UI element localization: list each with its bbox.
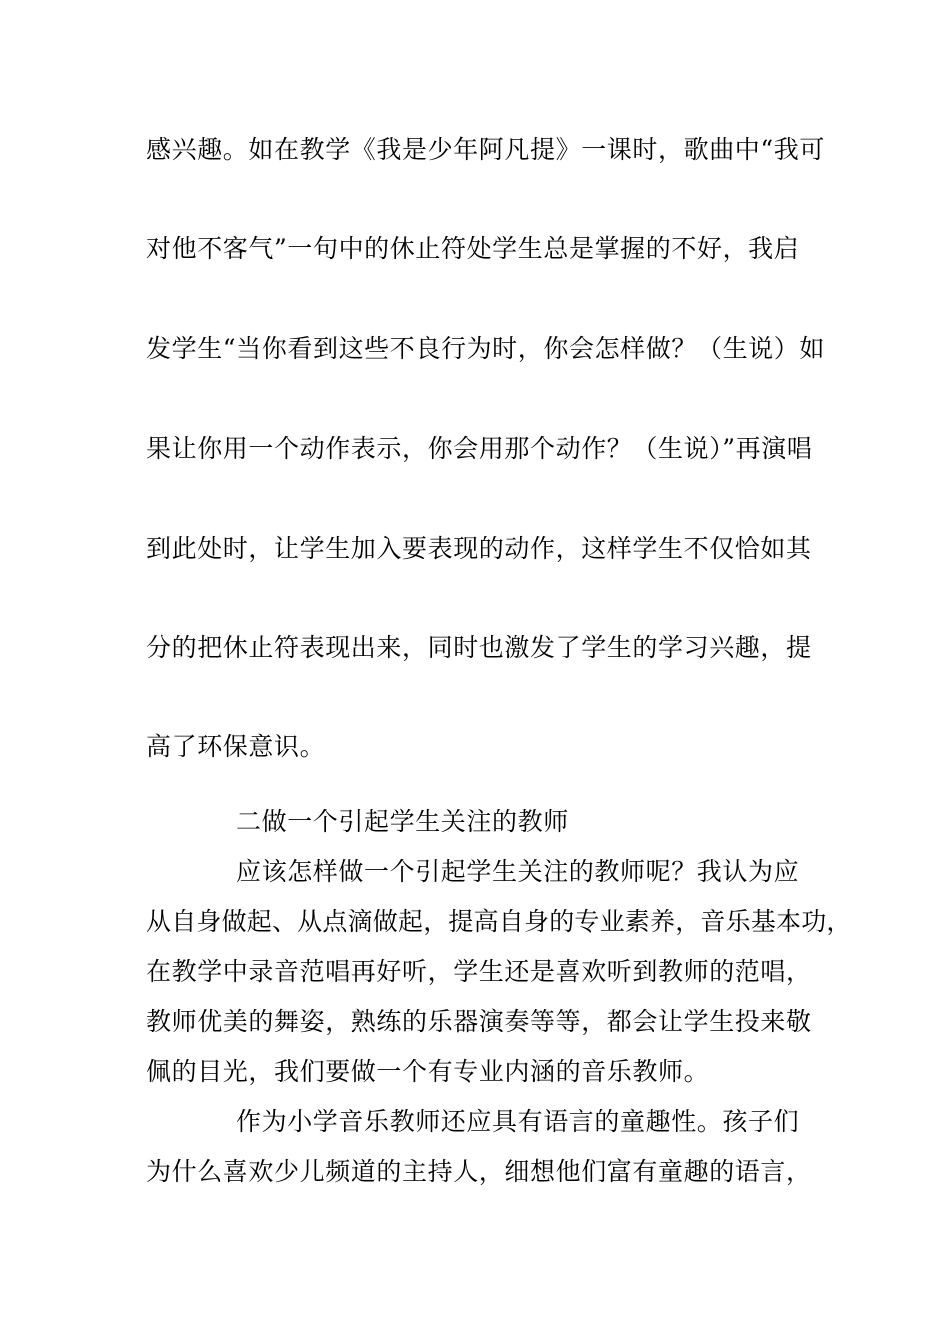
text-line: 对他不客气”一句中的休止符处学生总是掌握的不好，我启 (146, 234, 800, 263)
text-line: 为什么喜欢少儿频道的主持人，细想他们富有童趣的语言， (146, 1157, 812, 1186)
text-line: 感兴趣。如在教学《我是少年阿凡提》一课时，歌曲中“我可 (146, 135, 825, 164)
text-line: 分的把休止符表现出来，同时也激发了学生的学习兴趣，提 (146, 633, 812, 662)
text-line: 应该怎样做一个引起学生关注的教师呢？我认为应 (236, 857, 800, 886)
text-line: 佩的目光，我们要做一个有专业内涵的音乐教师。 (146, 1057, 710, 1086)
text-line: 作为小学音乐教师还应具有语言的童趣性。孩子们 (236, 1107, 800, 1136)
text-line: 从自身做起、从点滴做起，提高自身的专业素养，音乐基本功， (146, 907, 852, 936)
section-heading: 二做一个引起学生关注的教师 (236, 807, 569, 836)
text-line: 教师优美的舞姿，熟练的乐器演奏等等，都会让学生投来敬 (146, 1007, 812, 1036)
text-line: 高了环保意识。 (146, 732, 326, 761)
text-line: 到此处时，让学生加入要表现的动作，这样学生不仅恰如其 (146, 534, 812, 563)
text-line: 果让你用一个动作表示，你会用那个动作？（生说）”再演唱 (146, 434, 813, 463)
text-line: 发学生“当你看到这些不良行为时，你会怎样做？（生说）如 (146, 334, 825, 363)
text-line: 在教学中录音范唱再好听，学生还是喜欢听到教师的范唱， (146, 957, 812, 986)
